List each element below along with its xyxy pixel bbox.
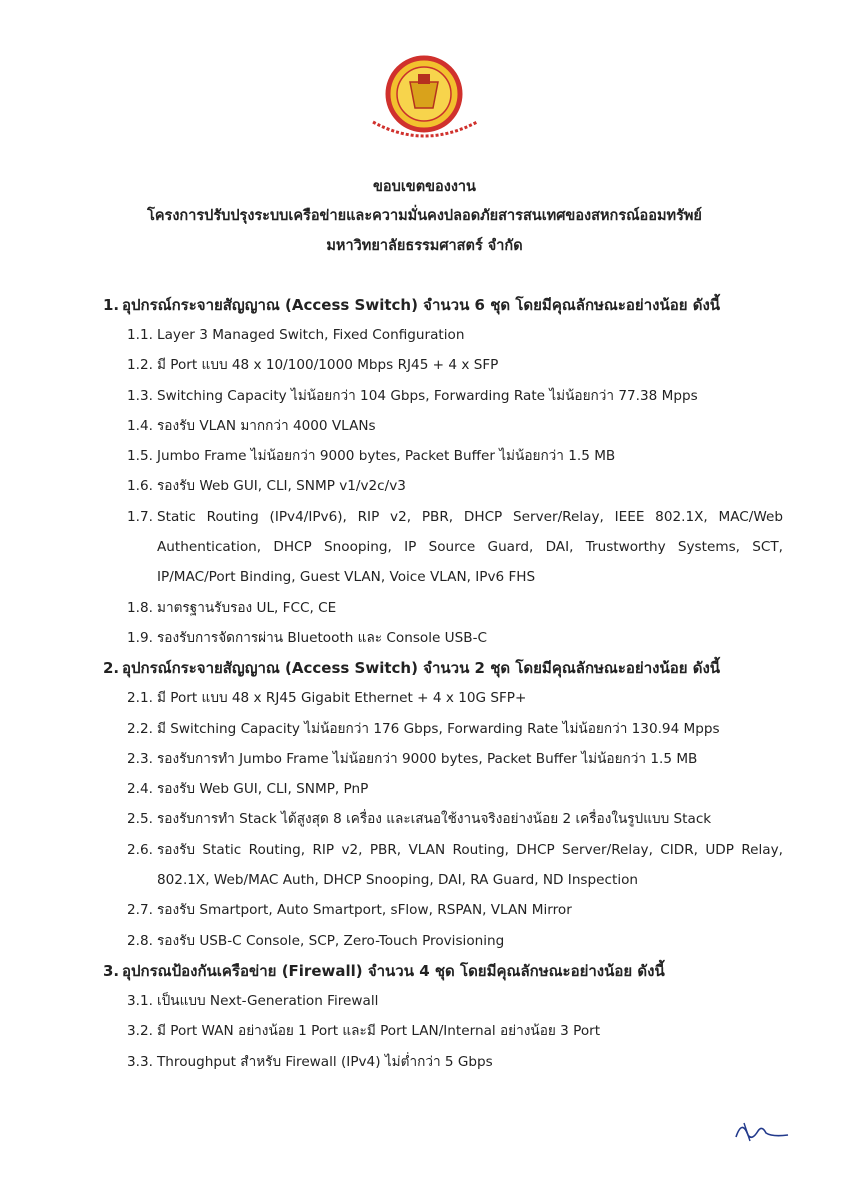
item-number: 2.6. [127,841,153,858]
spec-item [103,774,783,804]
scope-title: ขอบเขตของงาน [373,179,476,195]
item-number: 1.1. [127,327,153,343]
spec-item [103,441,783,471]
item-number: 1.5. [127,448,153,465]
spec-item [103,381,783,411]
item-number: 2.2. [127,720,153,737]
item-text: รองรับ Web GUI, CLI, SNMP, PnP [157,781,369,798]
item-text: รองรับ Web GUI, CLI, SNMP v1/v2c/v3 [157,478,406,495]
section-heading [103,956,783,986]
item-text: มี Port แบบ 48 x RJ45 Gigabit Ethernet + 4 x 10G SFP+ [157,690,527,707]
item-text: Layer 3 Managed Switch, Fixed Configuration [157,327,465,343]
item-number: 2.4. [127,781,153,798]
item-text: รองรับ USB-C Console, SCP, Zero-Touch Provisioning [157,932,505,949]
item-number: 2.3. [127,750,153,767]
section-number: 2. [103,659,120,678]
spec-item [103,714,783,744]
item-text: มาตรฐานรับรอง UL, FCC, CE [157,599,337,616]
spec-item [103,320,783,350]
item-number: 1.8. [127,599,153,616]
spec-item [103,471,783,501]
item-number: 1.2. [127,357,153,374]
item-number: 1.3. [127,387,153,404]
spec-item [103,926,783,956]
item-text: รองรับการทำ Jumbo Frame ไม่น้อยกว่า 9000 bytes, Packet Buffer ไม่น้อยกว่า 1.5 MB [157,750,698,767]
cooperative-logo [365,52,483,144]
spec-item [103,411,783,441]
item-text: รองรับ Static Routing, RIP v2, PBR, VLAN Routing, DHCP Server/Relay, CIDR, UDP Relay, 802.1X, Web/MAC Auth, DHCP Snooping, DAI, RA Guard, ND Inspection [157,841,783,889]
item-number: 2.1. [127,690,153,707]
section-heading [103,653,783,683]
item-text: รองรับการจัดการผ่าน Bluetooth และ Console USB-C [157,629,487,646]
section-number: 1. [103,296,120,314]
spec-item [103,1016,783,1046]
item-text: รองรับการทำ Stack ได้สูงสุด 8 เครื่อง และเสนอใช้งานจริงอย่างน้อย 2 เครื่องในรูปแบบ Stack [157,811,712,828]
item-number: 2.5. [127,811,153,828]
item-text: รองรับ Smartport, Auto Smartport, sFlow, RSPAN, VLAN Mirror [157,902,572,919]
item-text: มี Port แบบ 48 x 10/100/1000 Mbps RJ45 + 4 x SFP [157,357,499,374]
section-heading-text: อุปกรณป้องกันเครือข่าย (Firewall) จำนวน 4 ชุด โดยมีคุณลักษณะอย่างน้อย ดังนี้ [122,961,665,980]
spec-item [103,986,783,1016]
spec-item [103,683,783,713]
item-text: รองรับ VLAN มากกว่า 4000 VLANs [157,417,376,434]
item-number: 1.9. [127,629,153,646]
spec-item [103,1047,783,1077]
item-text: Jumbo Frame ไม่น้อยกว่า 9000 bytes, Packet Buffer ไม่น้อยกว่า 1.5 MB [157,448,616,465]
item-number: 1.4. [127,417,153,434]
item-text: มี Port WAN อย่างน้อย 1 Port และมี Port LAN/Internal อย่างน้อย 3 Port [157,1023,601,1040]
item-text: เป็นแบบ Next-Generation Firewall [157,992,379,1009]
spec-item [103,593,783,623]
spec-item [103,895,783,925]
item-text: มี Switching Capacity ไม่น้อยกว่า 176 Gbps, Forwarding Rate ไม่น้อยกว่า 130.94 Mpps [157,720,720,737]
spec-item [103,804,783,834]
item-number: 1.6. [127,478,153,495]
spec-item [103,835,783,896]
item-number: 3.3. [127,1053,153,1070]
section-heading [103,290,783,320]
spec-item [103,744,783,774]
signature [732,1115,792,1149]
item-number: 2.7. [127,902,153,919]
spec-item [103,502,783,593]
section-heading-text: อุปกรณ์กระจายสัญญาณ (Access Switch) จำนวน 2 ชุด โดยมีคุณลักษณะอย่างน้อย ดังนี้ [122,659,721,678]
item-text: Throughput สำหรับ Firewall (IPv4) ไม่ต่ำกว่า 5 Gbps [157,1053,493,1070]
spec-item [103,623,783,653]
project-title: โครงการปรับปรุงระบบเครือข่ายและความมั่นคงปลอดภัยสารสนเทศของสหกรณ์ออมทรัพย์ [147,208,702,224]
item-number: 3.1. [127,992,153,1009]
item-number: 1.7. [127,508,153,525]
item-number: 2.8. [127,932,153,949]
organization-name: มหาวิทยาลัยธรรมศาสตร์ จำกัด [326,238,523,254]
item-text: Static Routing (IPv4/IPv6), RIP v2, PBR, DHCP Server/Relay, IEEE 802.1X, MAC/Web Authentication, DHCP Snooping, IP Source Guard, DAI, Trustworthy Systems, SCT, IP/MAC/Port Binding, Guest VLAN, Voice VLAN, IPv6 FHS [157,508,783,586]
section-number: 3. [103,961,120,980]
section-heading-text: อุปกรณ์กระจายสัญญาณ (Access Switch) จำนวน 6 ชุด โดยมีคุณลักษณะอย่างน้อย ดังนี้ [122,296,721,314]
spec-item [103,350,783,380]
item-number: 3.2. [127,1023,153,1040]
specification-list [103,290,783,1077]
item-text: Switching Capacity ไม่น้อยกว่า 104 Gbps, Forwarding Rate ไม่น้อยกว่า 77.38 Mpps [157,387,698,404]
